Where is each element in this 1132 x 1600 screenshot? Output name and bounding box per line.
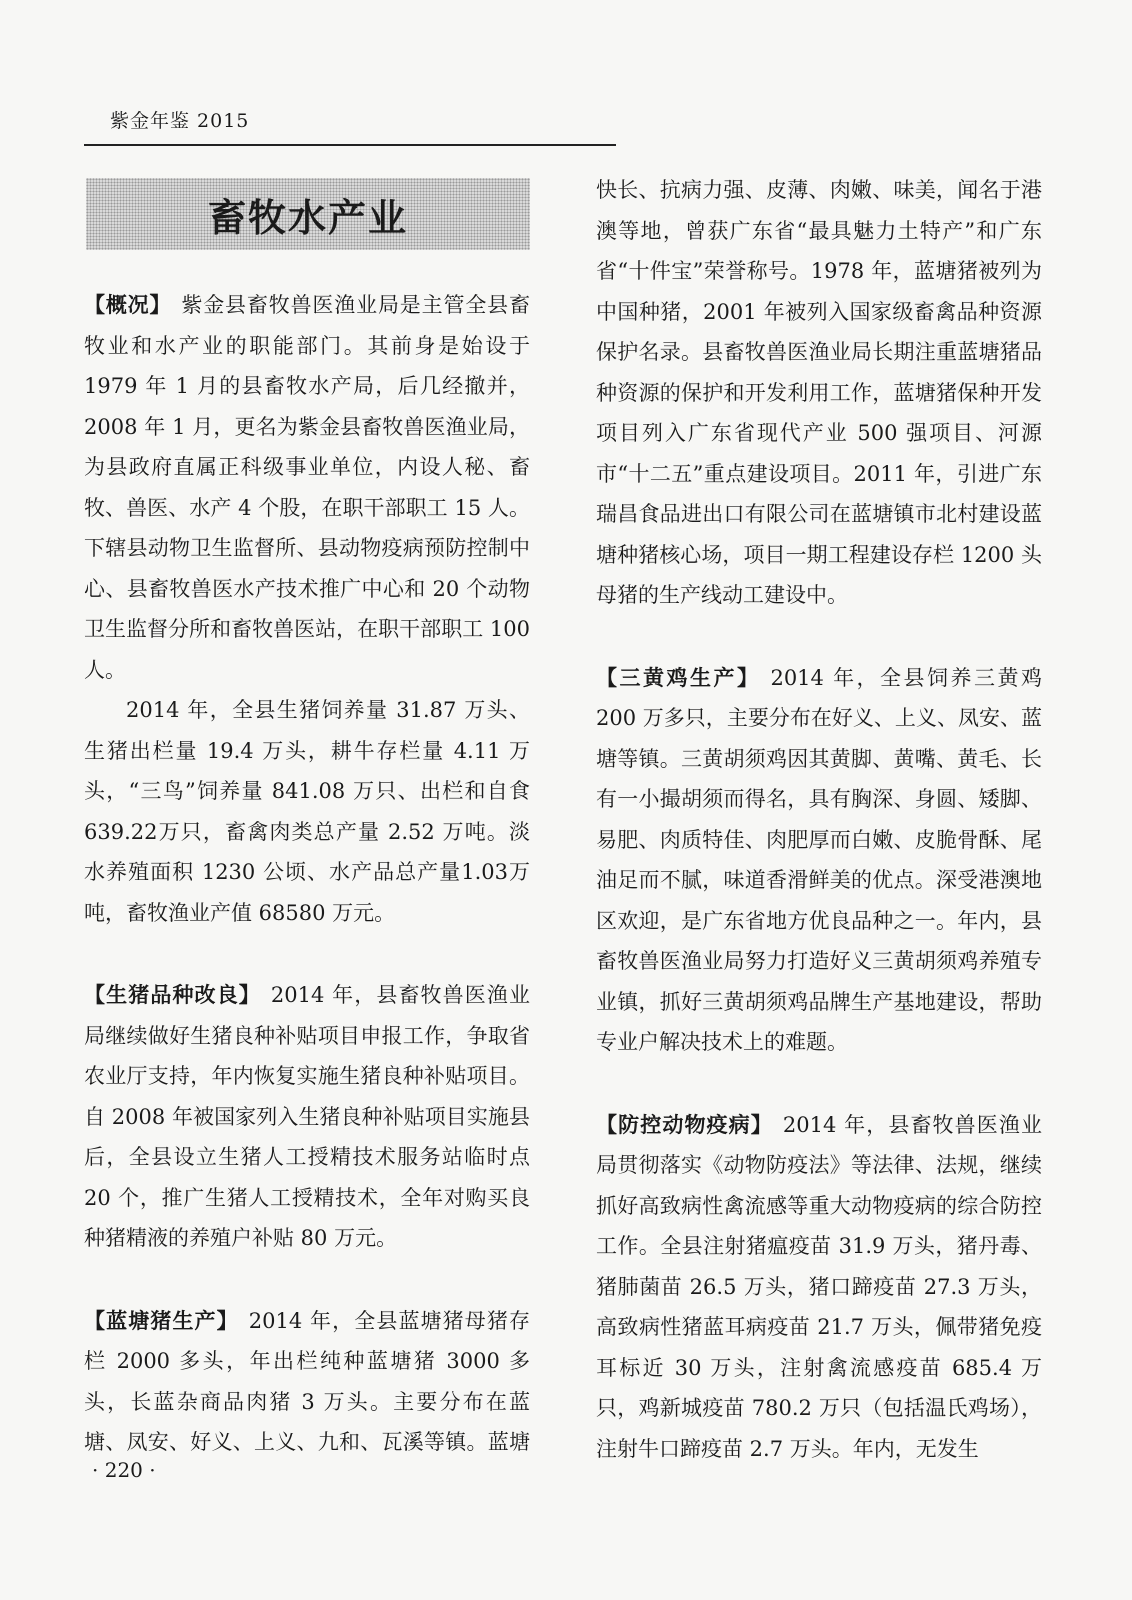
header-rule [84,144,616,146]
overview-text: 紫金县畜牧兽医渔业局是主管全县畜牧业和水产业的职能部门。其前身是始设于 1979 年 1 月的县畜牧水产局，后几经撤并，2008 年 1 月，更名为紫金县畜牧兽医渔业局，为县政府直属正科级事业单位，内设人秘、畜牧、兽医、水产 4 个股，在职干部职工 15 人。下辖县动物卫生监督所、县动物疫病预防控制中心、县畜牧兽医水产技术推广中心和 20 个动物卫生监督分所和畜牧兽医站，在职干部职工 100 人。 [84,293,530,682]
pig-breeding-paragraph [84,975,530,1259]
pig-breeding-text: 2014 年，县畜牧兽医渔业局继续做好生猪良种补贴项目申报工作，争取省农业厅支持，年内恢复实施生猪良种补贴项目。自 2008 年被国家列入生猪良种补贴项目实施县后，全县设立生猪人工授精技术服务站临时点 20 个，推广生猪人工授精技术，全年对购买良种猪精液的养殖户补贴 80 万元。 [84,983,530,1250]
epidemic-heading: 【防控动物疫病】 [596,1112,773,1137]
chicken-paragraph [596,658,1042,1063]
chicken-heading: 【三黄鸡生产】 [596,665,761,690]
running-title: 紫金年鉴 2015 [110,110,250,132]
lantang-pig-continued: 快长、抗病力强、皮薄、肉嫩、味美，闻名于港澳等地，曾获广东省“最具魅力土特产”和广东省“十件宝”荣誉称号。1978 年，蓝塘猪被列为中国种猪，2001 年被列入国家级畜禽品种资源保护名录。县畜牧兽医渔业局长期注重蓝塘猪品种资源的保护和开发利用工作，蓝塘猪保种开发项目列入广东省现代产业 500 强项目、河源市“十二五”重点建设项目。2011 年，引进广东瑞昌食品进出口有限公司在蓝塘镇市北村建设蓝塘种猪核心场，项目一期工程建设存栏 1200 头母猪的生产线动工建设中。 [596,178,1042,607]
left-column [84,285,530,1465]
overview-paragraph [84,285,530,690]
right-column [596,170,1042,1520]
lantang-pig-heading: 【蓝塘猪生产】 [84,1308,239,1333]
overview-paragraph-2: 2014 年，全县生猪饲养量 31.87 万头、生猪出栏量 19.4 万头，耕牛存栏量 4.11 万头，“三鸟”饲养量 841.08 万只、出栏和自食 639.22万只，畜禽肉类总产量 2.52 万吨。淡水养殖面积 1230 公顷、水产品总产量1.03万吨，畜牧渔业产值 68580 万元。 [84,698,530,925]
overview-heading: 【概况】 [84,293,172,317]
pig-breeding-heading: 【生猪品种改良】 [84,983,261,1007]
page-number: · 220 · [92,1458,156,1482]
section-title: 畜牧水产业 [207,195,408,240]
epidemic-paragraph [596,1105,1042,1470]
lantang-pig-paragraph [84,1301,530,1466]
epidemic-text: 2014 年，县畜牧兽医渔业局贯彻落实《动物防疫法》等法律、法规，继续抓好高致病性禽流感等重大动物疫病的综合防控工作。全县注射猪瘟疫苗 31.9 万头，猪丹毒、猪肺菌苗 26.5 万头，猪口蹄疫苗 27.3 万头，高致病性猪蓝耳病疫苗 21.7 万头，佩带猪免疫耳标近 30 万头，注射禽流感疫苗 685.4 万只，鸡新城疫苗 780.2 万只（包括温氏鸡场），注射牛口蹄疫苗 2.7 万头。年内，无发生 [596,1112,1042,1461]
lantang-pig-text: 2014 年，全县蓝塘猪母猪存栏 2000 多头，年出栏纯种蓝塘猪 3000 多头，长蓝杂商品肉猪 3 万头。主要分布在蓝塘、凤安、好义、上义、九和、瓦溪等镇。蓝塘 [84,1308,530,1454]
section-title-box [86,178,530,250]
chicken-text: 2014 年，全县饲养三黄鸡 200 万多只，主要分布在好义、上义、凤安、蓝塘等镇。三黄胡须鸡因其黄脚、黄嘴、黄毛、长有一小撮胡须而得名，具有胸深、身圆、矮脚、易肥、肉质特佳、肉肥厚而白嫩、皮脆骨酥、尾油足而不腻，味道香滑鲜美的优点。深受港澳地区欢迎，是广东省地方优良品种之一。年内，县畜牧兽医渔业局努力打造好义三黄胡须鸡养殖专业镇，抓好三黄胡须鸡品牌生产基地建设，帮助专业户解决技术上的难题。 [596,665,1042,1054]
